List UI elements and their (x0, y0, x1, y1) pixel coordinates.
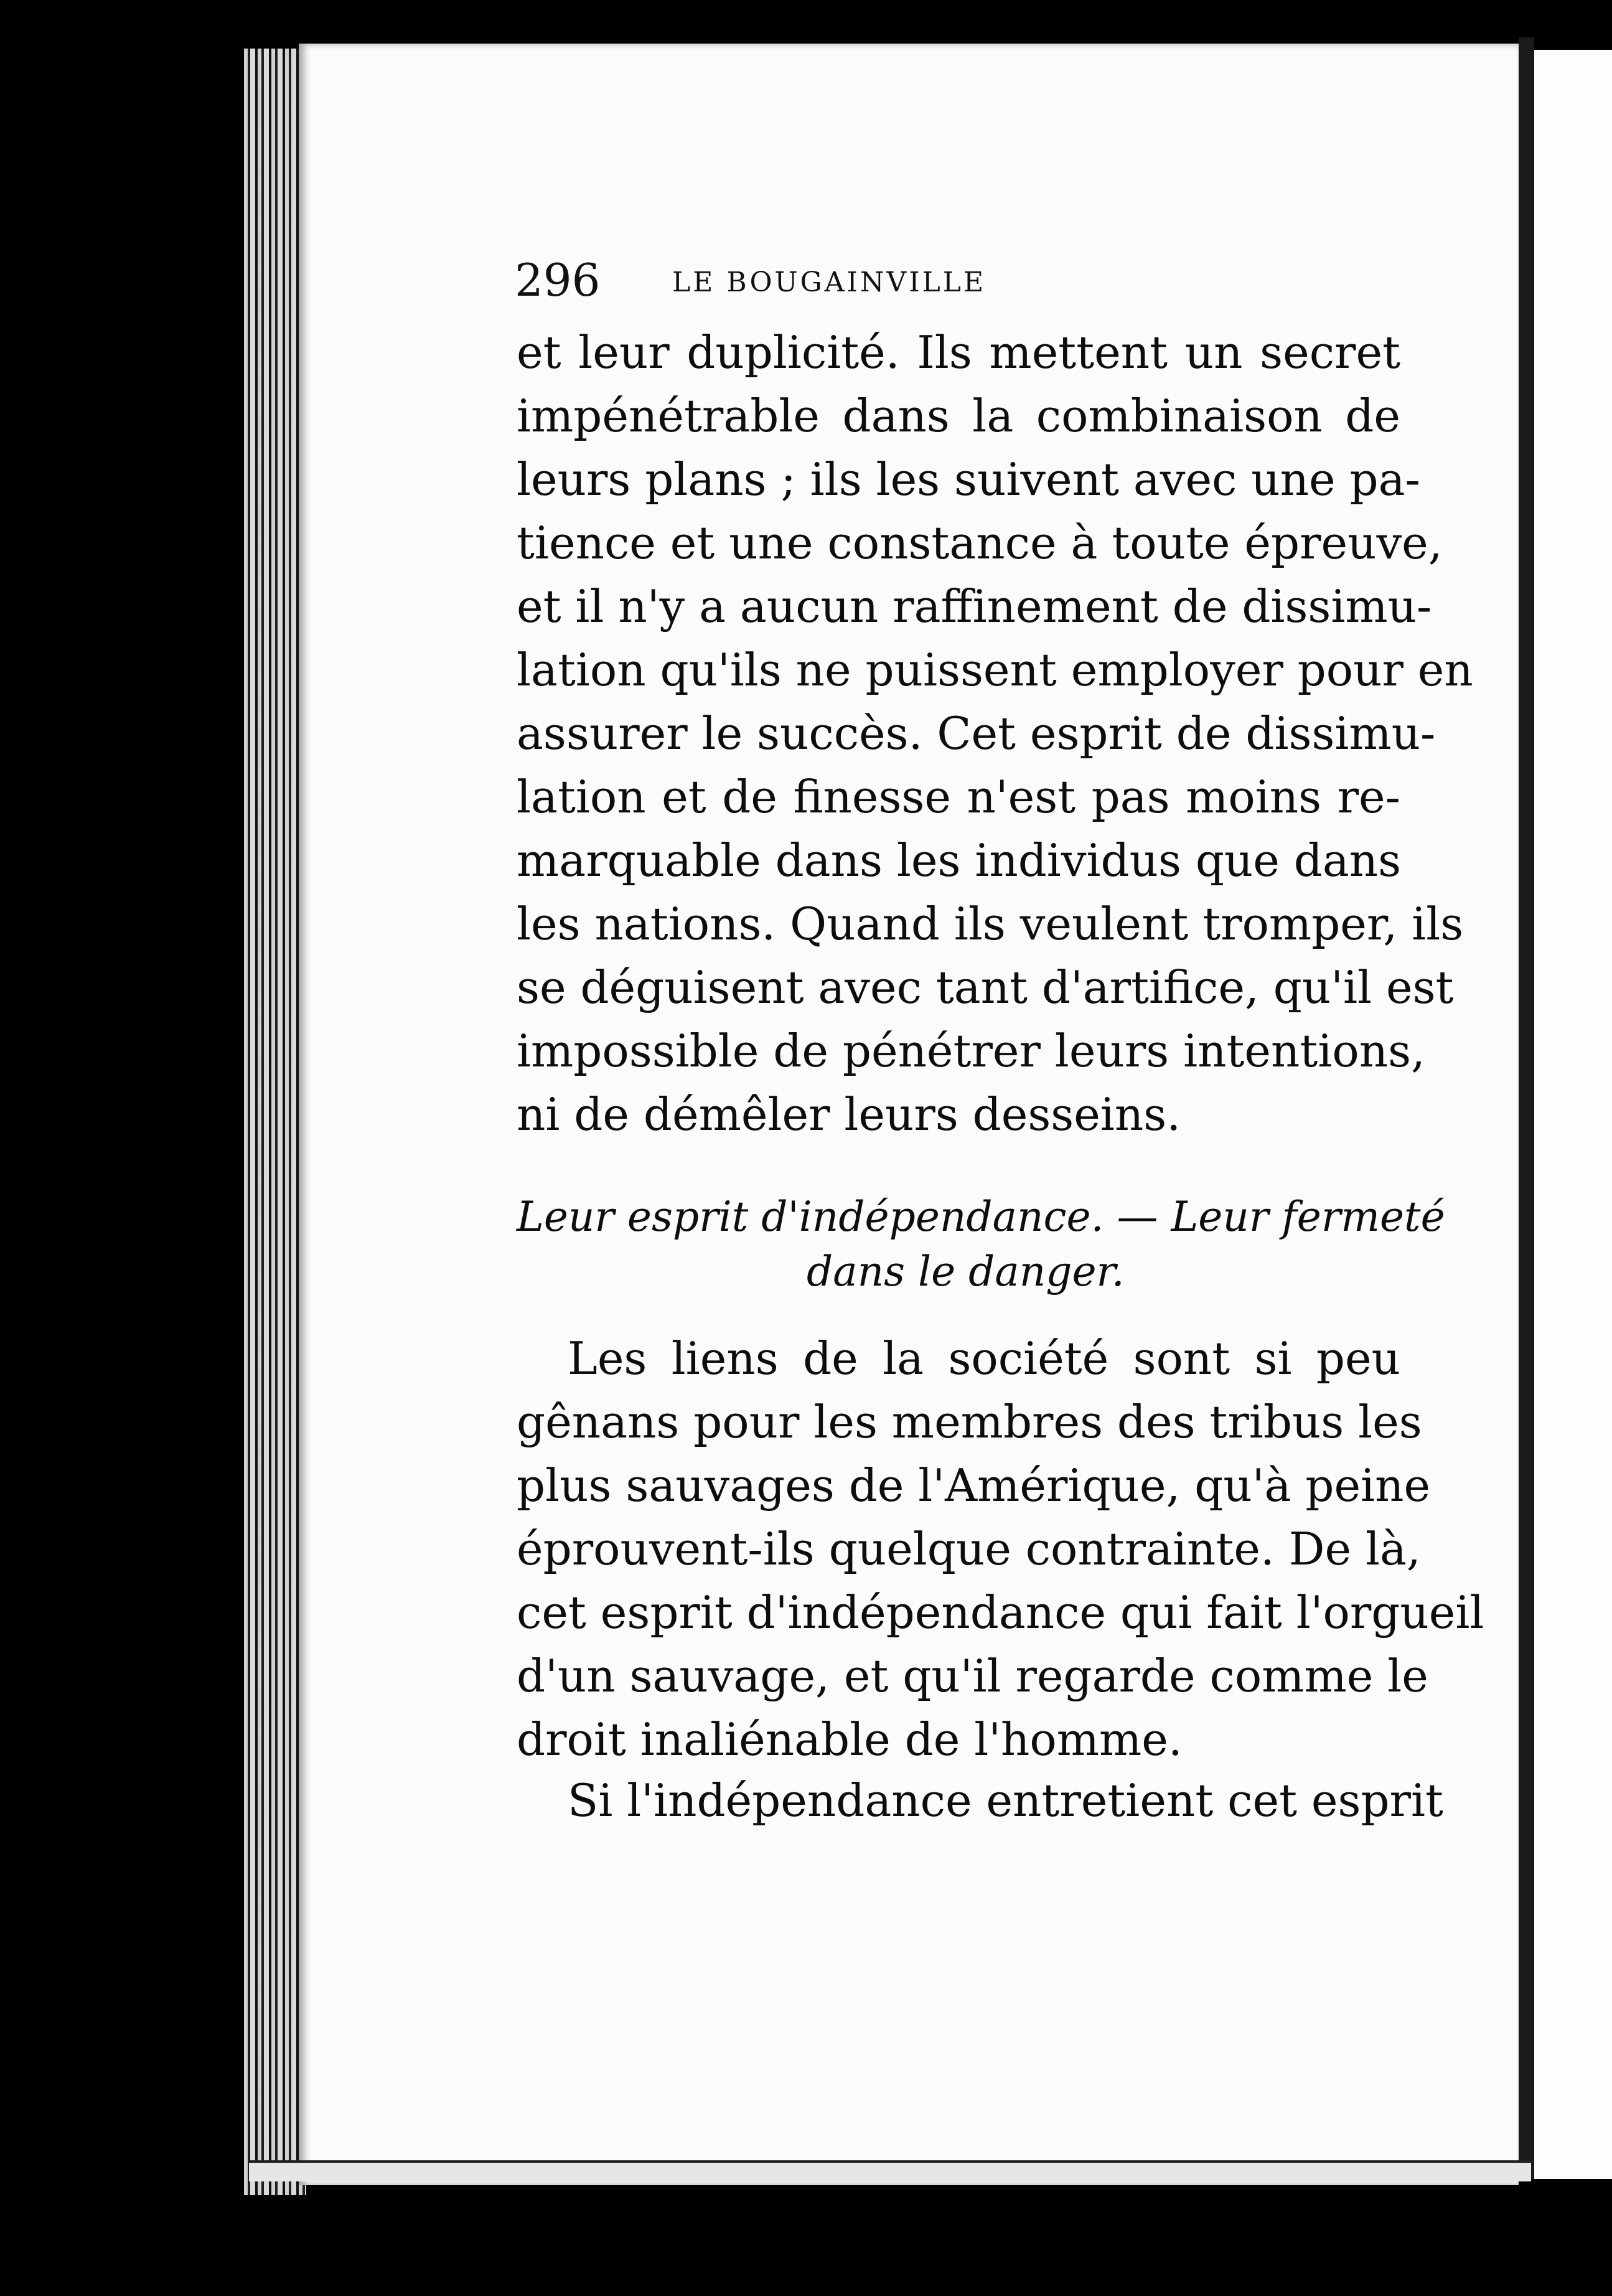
text-line: tience et une constance à toute épreuve, (517, 517, 1443, 569)
section-heading-line-1: Leur esprit d'indépendance. — Leur fermeté (517, 1193, 1445, 1241)
page-number: 296 (515, 254, 601, 306)
text-line: leurs plans ; ils les suivent avec une pa- (517, 453, 1420, 506)
text-line: Si l'indépendance entretient cet esprit (568, 1774, 1443, 1827)
text-line: ni de démêler leurs desseins. (517, 1088, 1181, 1141)
text-line: droit inaliénable de l'homme. (517, 1713, 1183, 1766)
page-header (515, 255, 1143, 305)
text-line: d'un sauvage, et qu'il regarde comme le (517, 1650, 1428, 1702)
book-page-edges (244, 49, 306, 2195)
page-bottom-edge (249, 2160, 1531, 2181)
text-line: gênans pour les membres des tribus les (517, 1396, 1422, 1448)
text-line: impossible de pénétrer leurs intentions, (517, 1025, 1425, 1077)
running-title: LE BOUGAINVILLE (672, 266, 986, 298)
text-line: se déguisent avec tant d'artifice, qu'il est (517, 961, 1454, 1014)
text-line: éprouvent-ils quelque contrainte. De là, (517, 1523, 1421, 1575)
text-line: impénétrable dans la combinaison de (517, 390, 1400, 442)
text-line: lation qu'ils ne puissent employer pour en (517, 644, 1473, 696)
text-line: cet esprit d'indépendance qui fait l'orgueil (517, 1586, 1484, 1639)
text-line: Les liens de la société sont si peu (568, 1332, 1400, 1385)
text-line: marquable dans les individus que dans (517, 834, 1402, 887)
text-line: et il n'y a aucun raffinement de dissimu- (517, 580, 1432, 633)
facing-page-edge (1534, 50, 1612, 2179)
section-heading-line-2: dans le danger. (807, 1248, 1125, 1296)
gutter-shadow (1519, 37, 1534, 2179)
text-line: assurer le succès. Cet esprit de dissimu- (517, 707, 1436, 760)
text-line: lation et de finesse n'est pas moins re- (517, 771, 1400, 823)
text-line: les nations. Quand ils veulent tromper, ils (517, 898, 1464, 950)
text-line: et leur duplicité. Ils mettent un secret (517, 326, 1400, 379)
text-line: plus sauvages de l'Amérique, qu'à peine (517, 1459, 1431, 1512)
